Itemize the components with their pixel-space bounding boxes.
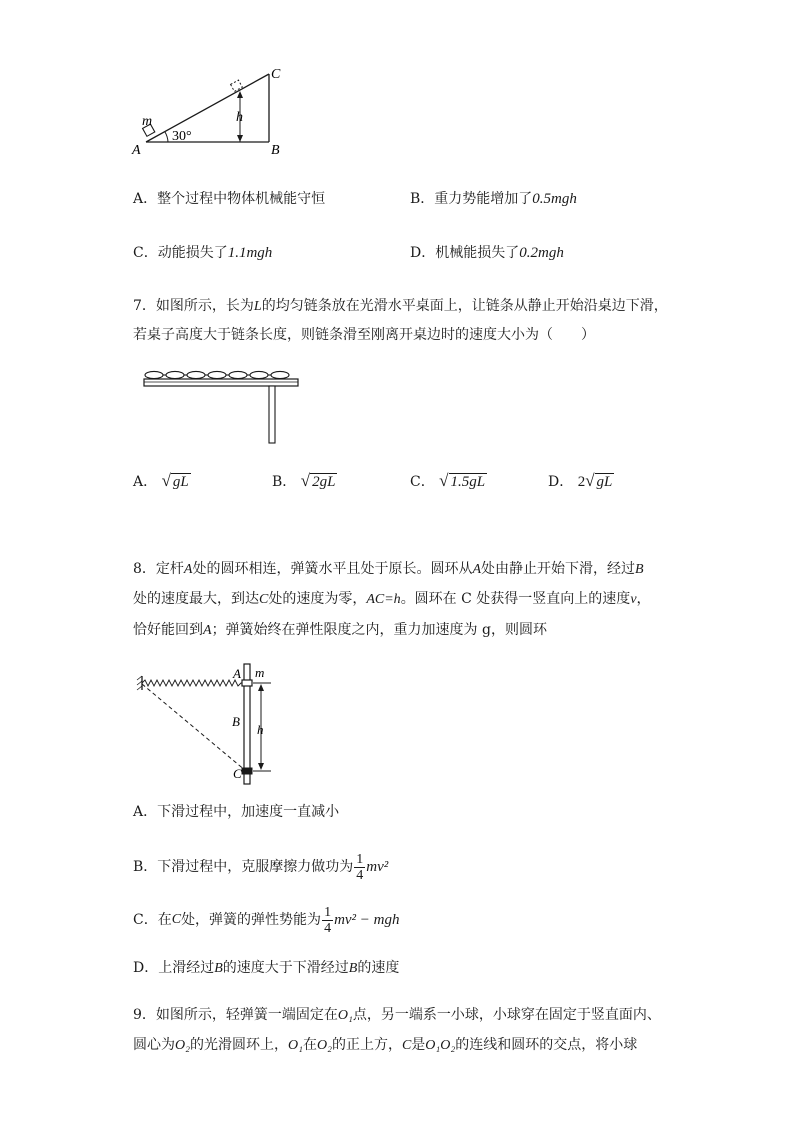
q7-option-b-label: B． — [272, 474, 297, 490]
q7-option-a — [133, 471, 191, 492]
spring-rod-figure — [135, 660, 285, 785]
label-B: B — [232, 714, 240, 729]
q8-option-c-fraction — [322, 905, 333, 936]
q7-option-a-label: A． — [133, 474, 158, 490]
q7-option-c — [410, 471, 487, 492]
q7-option-c-radicand: 1.5gL — [450, 474, 486, 490]
q8-option-a — [133, 802, 339, 822]
q8-option-a-text: A．下滑过程中，加速度一直减小 — [133, 804, 340, 820]
chain — [145, 371, 289, 378]
q7-stem-line2 — [133, 325, 595, 345]
label-m: m — [142, 114, 153, 129]
q6-option-d-text: D．机械能损失了 — [410, 245, 520, 261]
q8-var: C — [171, 912, 182, 927]
ring-C — [242, 768, 252, 774]
table-top — [144, 379, 298, 386]
q6-option-c — [133, 243, 272, 263]
q9-text: 圆心为 — [133, 1037, 175, 1053]
q9-var: O₁ — [337, 1008, 353, 1023]
q8-stem-line2 — [133, 589, 651, 610]
q7-option-c-label: C． — [410, 474, 435, 490]
q8-text: 处的圆环相连，弹簧水平且处于原长。圆环从 — [192, 561, 473, 577]
q8-option-b — [133, 850, 388, 884]
q9-text: 是 — [411, 1037, 426, 1053]
q8-text: ；弹簧始终在弹性限度之内，重力加速度为 g，则圆环 — [211, 622, 547, 638]
q8-option-d-text: 的速度大于下滑经过 — [222, 960, 349, 976]
q8-option-c-text: C．在 — [133, 912, 172, 928]
q8-text: 恰好能回到 — [133, 622, 203, 638]
q8-var: B — [214, 961, 223, 976]
q9-stem-line1 — [133, 1005, 661, 1026]
spring — [142, 680, 245, 686]
incline-figure — [128, 62, 298, 162]
q9-text: 的连线和圆环的交点，将小球 — [455, 1037, 638, 1053]
q7-option-d — [548, 471, 614, 492]
q8-var: B — [348, 961, 358, 976]
fraction-denominator: 4 — [356, 867, 364, 883]
q8-text: 处的速度为零， — [268, 591, 367, 607]
table-leg — [269, 386, 275, 443]
fraction-numerator: 1 — [324, 904, 332, 920]
q8-option-d-text: 的速度 — [357, 960, 400, 976]
h-arrow-head-down — [237, 135, 243, 142]
q8-var: A — [183, 562, 193, 577]
q8-option-c — [133, 903, 400, 937]
q6-option-b-math: 0.5mgh — [532, 191, 577, 207]
q7-option-b — [272, 471, 337, 492]
q6-option-b — [410, 189, 577, 209]
label-C: C — [233, 766, 242, 781]
wall-hatch — [137, 676, 142, 690]
label-m: m — [255, 665, 265, 680]
q8-text: 。圆环在 C 处获得一竖直向上的速度 — [400, 591, 631, 607]
q8-option-b-text: B．下滑过程中，克服摩擦力做功为 — [133, 859, 354, 875]
q7-text: 7．如图所示，长为 — [133, 298, 254, 314]
q7-option-a-radicand: gL — [172, 474, 189, 490]
incline-surface — [146, 74, 269, 142]
label-h: h — [257, 722, 264, 737]
label-B: B — [271, 143, 280, 158]
q8-option-b-math: mv² — [366, 859, 389, 875]
label-h: h — [236, 110, 243, 125]
q7-option-b-sqrt: √ 2gL — [300, 471, 336, 490]
q6-option-c-text: C．动能损失了 — [133, 245, 228, 261]
q8-stem-line1 — [133, 559, 644, 580]
q9-var: O₁O₂ — [425, 1038, 456, 1053]
q6-option-d — [410, 243, 564, 263]
chain-table-figure — [142, 366, 302, 446]
q9-text: 的光滑圆环上， — [189, 1037, 288, 1053]
q8-stem-line3 — [133, 620, 547, 641]
h-dim-head-down — [258, 763, 264, 770]
q7-option-d-radicand: gL — [596, 474, 613, 490]
q7-text: 的均匀链条放在光滑水平桌面上，让链条从静止开始沿桌边下滑， — [261, 298, 668, 314]
q8-var: A — [203, 623, 212, 638]
q9-text: 9．如图所示，轻弹簧一端固定在 — [133, 1007, 338, 1023]
q8-var: v — [630, 592, 637, 607]
q9-stem-line2 — [133, 1035, 637, 1056]
q8-option-c-text: 处，弹簧的弹性势能为 — [181, 912, 322, 928]
q9-text: 在 — [302, 1037, 317, 1053]
fraction-numerator: 1 — [356, 851, 364, 867]
q6-option-d-math: 0.2mgh — [519, 245, 564, 261]
angle-arc — [165, 132, 168, 142]
q7-option-d-sqrt: √ gL — [585, 471, 613, 490]
q9-var: O₁ — [287, 1038, 303, 1053]
q8-var: C — [259, 592, 269, 607]
label-C: C — [271, 67, 281, 82]
q9-text: 的正上方， — [331, 1037, 402, 1053]
q7-stem-line1 — [133, 296, 668, 317]
q8-option-c-math: mv² − mgh — [334, 912, 400, 928]
q9-var: O₂ — [316, 1038, 332, 1053]
q8-option-b-fraction — [354, 852, 365, 883]
q7-text: 若桌子高度大于链条长度，则链条滑至刚离开桌边时的速度大小为（ ） — [133, 327, 595, 343]
q9-var: O₂ — [175, 1038, 190, 1053]
q8-var: AC=h — [366, 592, 401, 607]
q8-text: 处由静止开始下滑，经过 — [481, 561, 636, 577]
label-angle: 30° — [172, 129, 192, 144]
q7-var-L: L — [253, 299, 262, 314]
q8-var: B — [635, 562, 644, 577]
label-A: A — [233, 666, 241, 681]
q6-option-b-text: B．重力势能增加了 — [410, 191, 533, 207]
h-arrow-head-up — [237, 91, 243, 98]
q8-text: ， — [636, 591, 651, 607]
q6-option-a-text: A．整个过程中物体机械能守恒 — [133, 191, 326, 207]
q6-option-a — [133, 189, 325, 209]
label-A: A — [132, 143, 141, 158]
q8-var: A — [472, 562, 482, 577]
dashed-line-to-C — [142, 684, 246, 771]
q8-text: 处的速度最大，到达 — [133, 591, 259, 607]
q7-option-d-label: D． — [548, 474, 574, 490]
q8-option-d — [133, 958, 399, 979]
q7-option-a-sqrt: √ gL — [161, 471, 189, 490]
q8-text: 8．定杆 — [133, 561, 184, 577]
q7-option-d-coef: 2 — [577, 474, 586, 490]
q6-option-c-math: 1.1mgh — [227, 245, 273, 261]
q8-option-d-text: D．上滑经过 — [133, 960, 215, 976]
q9-text: 点，另一端系一小球，小球穿在固定于竖直面内、 — [352, 1007, 661, 1023]
fraction-denominator: 4 — [324, 920, 332, 936]
h-dim-head-up — [258, 684, 264, 691]
ring-A — [242, 680, 252, 686]
q7-option-b-radicand: 2gL — [312, 474, 336, 490]
q7-option-c-sqrt: √ 1.5gL — [439, 471, 486, 490]
q9-var: C — [401, 1038, 412, 1053]
